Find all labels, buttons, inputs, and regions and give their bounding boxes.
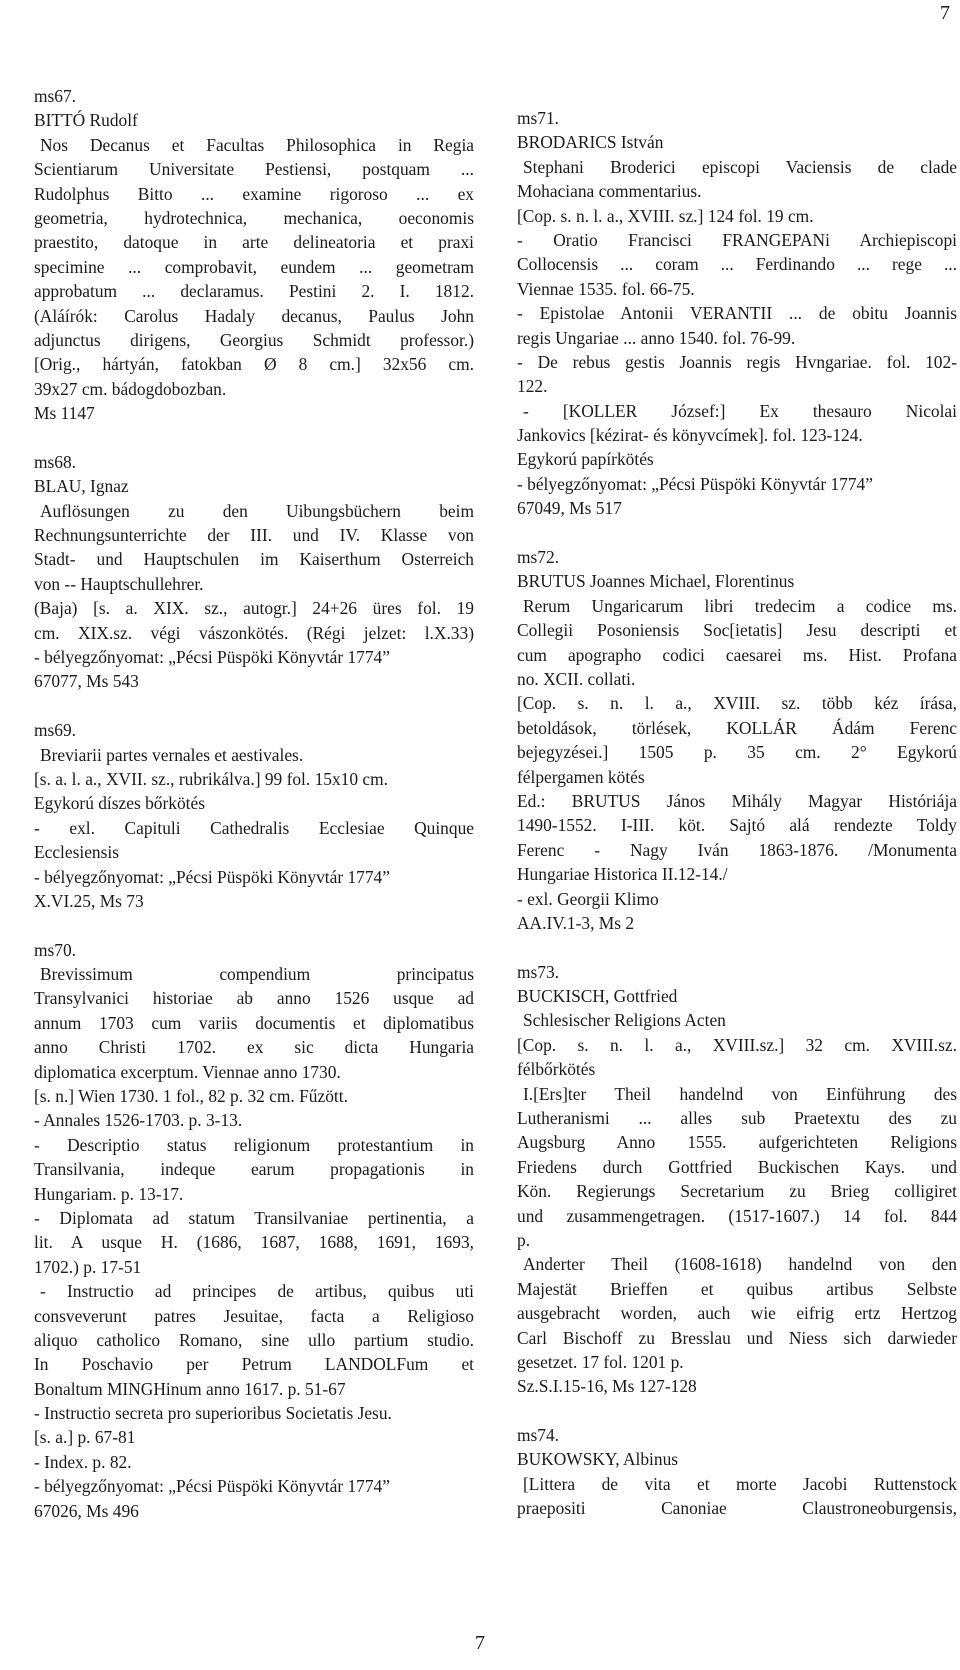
right-text-line: Sz.S.I.15-16, Ms 127-128: [517, 1376, 697, 1397]
left-text-line: ms68.: [34, 451, 77, 472]
right-text-line: - Epistolae Antonii VERANTII ... de obitu Joannis: [517, 303, 957, 324]
right-text-line: Friedens durch Gottfried Buckischen Kays. und: [517, 1156, 957, 1177]
blank-line: [517, 935, 957, 959]
left-text-line: Egykorú díszes bőrkötés: [34, 793, 205, 814]
left-text-line: ms67.: [34, 86, 77, 106]
left-text-line: 67026, Ms 496: [34, 1500, 139, 1521]
left-text-line: 67077, Ms 543: [34, 671, 139, 692]
right-text-line: Anderter Theil (1608-1618) handelnd von den: [523, 1254, 957, 1275]
right-text-line: ms73.: [517, 961, 560, 982]
page-number-top: 7: [940, 2, 950, 24]
left-text-line: Ecclesiensis: [34, 842, 119, 863]
left-text-line: - Diplomata ad statum Transilvaniae pertinentia, a: [34, 1207, 474, 1228]
left-text-line: approbatum ... declaramus. Pestini 2. I. 1812.: [34, 281, 474, 302]
left-text-line: von -- Hauptschullehrer.: [34, 573, 204, 594]
right-text-line: [Littera de vita et morte Jacobi Ruttenstock: [523, 1473, 957, 1494]
right-text-line: Viennae 1535. fol. 66-75.: [517, 278, 695, 299]
right-text-line: bejegyzései.] 1505 p. 35 cm. 2° Egykorú: [517, 742, 957, 763]
left-text-line: Brevissimum compendium principatus: [40, 964, 474, 985]
right-text-line: Hungariae Historica II.12-14./: [517, 864, 728, 885]
left-text-line: ms70.: [34, 939, 77, 960]
right-text-line: - Oratio Francisci FRANGEPANi Archiepiscopi: [517, 229, 957, 250]
right-text-line: BRODARICS István: [517, 132, 664, 153]
right-text-line: und zusammengetragen. (1517-1607.) 14 fol. 844: [517, 1205, 957, 1226]
left-text-line: cm. XIX.sz. végi vászonkötés. (Régi jelzet: l.X.33): [34, 622, 474, 643]
left-text-line: anno Christi 1702. ex sic dicta Hungaria: [34, 1037, 474, 1058]
right-text-line: félpergamen kötés: [517, 766, 645, 787]
left-text-line: annum 1703 cum variis documentis et diplomatibus: [34, 1012, 474, 1033]
right-text-line: I.[Ers]ter Theil handelnd von Einführung des: [523, 1083, 957, 1104]
right-text-line: Ed.: BRUTUS János Mihály Magyar Históriája: [517, 790, 957, 811]
left-text-line: Stadt- und Hauptschulen im Kaiserthum Osterreich: [34, 549, 474, 570]
right-column: [517, 106, 957, 1521]
left-text-line: BITTÓ Rudolf: [34, 110, 138, 131]
blank-line: [34, 913, 474, 937]
left-text-line: (Baja) [s. a. XIX. sz., autogr.] 24+26 üres fol. 19: [34, 598, 474, 619]
right-text-line: praepositi Canoniae Claustroneoburgensis,: [517, 1498, 957, 1519]
right-text-line: Mohaciana commentarius.: [517, 181, 702, 202]
left-text-line: 1702.) p. 17-51: [34, 1256, 142, 1277]
left-text-line: - bélyegzőnyomat: „Pécsi Püspöki Könyvtár 1774”: [34, 646, 390, 667]
right-text-line: Collegii Posoniensis Soc[ietatis] Jesu descripti et: [517, 620, 957, 641]
right-text-line: AA.IV.1-3, Ms 2: [517, 912, 635, 933]
blank-line: [517, 1399, 957, 1423]
right-text-line: BUKOWSKY, Albinus: [517, 1449, 679, 1470]
right-text-line: p.: [517, 1229, 531, 1250]
left-text-line: ms69.: [34, 720, 77, 741]
left-text-line: Bonaltum MINGHinum anno 1617. p. 51-67: [34, 1378, 346, 1399]
right-text-line: [Cop. s. n. l. a., XVIII. sz.] 124 fol. 19 cm.: [517, 205, 814, 226]
blank-line: [517, 521, 957, 545]
blank-line: [34, 694, 474, 718]
left-text-line: Transilvania, indeque earum propagationis in: [34, 1159, 474, 1180]
right-text-line: Stephani Broderici episcopi Vaciensis de clade: [523, 156, 957, 177]
left-text-line: [s. a.] p. 67-81: [34, 1427, 136, 1448]
right-text-line: Collocensis ... coram ... Ferdinando ... rege ...: [517, 254, 957, 275]
left-text-line: - exl. Capituli Cathedralis Ecclesiae Quinque: [34, 817, 474, 838]
left-text-line: diplomatica excerptum. Viennae anno 1730.: [34, 1061, 341, 1082]
right-text-line: Ferenc - Nagy Iván 1863-1876. /Monumenta: [517, 839, 957, 860]
right-text-line: ms74.: [517, 1425, 560, 1446]
left-column: [34, 84, 474, 1523]
left-text-line: Hungariam. p. 13-17.: [34, 1183, 184, 1204]
blank-line: [34, 425, 474, 449]
right-text-line: Egykorú papírkötés: [517, 449, 654, 470]
right-text-line: 1490-1552. I-III. köt. Sajtó alá rendezte Toldy: [517, 815, 957, 836]
right-text-line: Kön. Regierungs Secretarium zu Brieg colligiret: [517, 1181, 957, 1202]
right-text-line: Schlesischer Religions Acten: [523, 1010, 726, 1031]
left-text-line: X.VI.25, Ms 73: [34, 890, 144, 911]
left-text-line: specimine ... comprobavit, eundem ... geometram: [34, 256, 474, 277]
right-text-line: ms71.: [517, 108, 560, 128]
left-text-line: Rudolphus Bitto ... examine rigoroso ... ex: [34, 183, 474, 204]
right-text-line: Augsburg Anno 1555. aufgerichteten Religions: [517, 1132, 957, 1153]
left-text-line: - Annales 1526-1703. p. 3-13.: [34, 1110, 243, 1131]
left-text-line: geometria, hydrotechnica, mechanica, oeconomis: [34, 207, 474, 228]
right-text-line: - bélyegzőnyomat: „Pécsi Püspöki Könyvtár 1774”: [517, 473, 873, 494]
left-text-line: - Descriptio status religionum protestantium in: [34, 1134, 474, 1155]
right-text-line: [Cop. s. n. l. a., XVIII.sz.] 32 cm. XVIII.sz.: [517, 1034, 957, 1055]
right-text-line: - De rebus gestis Joannis regis Hvngariae. fol. 102-: [517, 351, 957, 372]
right-text-line: Jankovics [kézirat- és könyvcímek]. fol. 123-124.: [517, 425, 863, 446]
left-text-line: (Aláírók: Carolus Hadaly decanus, Paulus John: [34, 305, 474, 326]
right-text-line: Majestät Brieffen et quibus artibus Selbste: [517, 1278, 957, 1299]
left-text-line: [s. n.] Wien 1730. 1 fol., 82 p. 32 cm. Fűzött.: [34, 1086, 348, 1107]
right-text-line: BUCKISCH, Gottfried: [517, 986, 678, 1007]
left-text-line: - bélyegzőnyomat: „Pécsi Püspöki Könyvtár 1774”: [34, 866, 390, 887]
left-text-line: Scientiarum Universitate Pestiensi, postquam ...: [34, 159, 474, 180]
left-text-line: Transylvanici historiae ab anno 1526 usque ad: [34, 988, 474, 1009]
left-text-line: Breviarii partes vernales et aestivales.: [40, 744, 304, 765]
right-text-line: - exl. Georgii Klimo: [517, 888, 659, 909]
left-text-line: In Poschavio per Petrum LANDOLFum et: [34, 1354, 474, 1375]
right-text-line: no. XCII. collati.: [517, 668, 636, 689]
left-text-line: Ms 1147: [34, 403, 95, 424]
left-text-line: BLAU, Ignaz: [34, 476, 129, 497]
right-text-line: Carl Bischoff zu Bresslau und Niess sich darwieder: [517, 1327, 957, 1348]
left-text-line: consveverunt patres Jesuitae, facta a Religioso: [34, 1305, 474, 1326]
right-text-line: [Cop. s. n. l. a., XVIII. sz. több kéz írása,: [517, 693, 957, 714]
left-text-line: [Orig., hártyán, fatokban Ø 8 cm.] 32x56 cm.: [34, 354, 474, 375]
left-text-line: [s. a. l. a., XVII. sz., rubrikálva.] 99 fol. 15x10 cm.: [34, 768, 389, 789]
right-text-line: regis Ungariae ... anno 1540. fol. 76-99.: [517, 327, 796, 348]
left-text-line: - Index. p. 82.: [34, 1451, 132, 1472]
left-text-line: lit. A usque H. (1686, 1687, 1688, 1691, 1693,: [34, 1232, 474, 1253]
right-text-line: ausgebracht worden, auch wie eifrig ertz Hertzog: [517, 1303, 957, 1324]
right-text-line: 67049, Ms 517: [517, 498, 622, 519]
left-text-line: praestito, datoque in arte delineatoria et praxi: [34, 232, 474, 253]
left-text-line: - bélyegzőnyomat: „Pécsi Püspöki Könyvtár 1774”: [34, 1476, 390, 1497]
left-text-line: Auflösungen zu den Uibungsbüchern beim: [40, 500, 474, 521]
left-text-line: aliquo catholico Romano, sine ullo partium studio.: [34, 1329, 474, 1350]
right-text-line: félbőrkötés: [517, 1059, 596, 1080]
right-text-line: - [KOLLER József:] Ex thesauro Nicolai: [523, 400, 957, 421]
right-text-line: Rerum Ungaricarum libri tredecim a codice ms.: [523, 595, 957, 616]
right-text-line: gesetzet. 17 fol. 1201 p.: [517, 1351, 684, 1372]
right-text-line: 122.: [517, 376, 548, 397]
left-text-line: - Instructio ad principes de artibus, quibus uti: [40, 1281, 474, 1302]
right-text-line: ms72.: [517, 547, 560, 568]
left-text-line: Nos Decanus et Facultas Philosophica in Regia: [40, 134, 474, 155]
right-text-line: cum apographo codici caesarei ms. Hist. Profana: [517, 644, 957, 665]
page-number-bottom: 7: [475, 1632, 485, 1654]
left-text-line: 39x27 cm. bádogdobozban.: [34, 378, 227, 399]
right-text-line: betoldások, törlések, KOLLÁR Ádám Ferenc: [517, 717, 957, 738]
right-text-line: BRUTUS Joannes Michael, Florentinus: [517, 571, 795, 592]
left-text-line: - Instructio secreta pro superioribus Societatis Jesu.: [34, 1403, 392, 1424]
left-text-line: adjunctus dirigens, Georgius Schmidt professor.): [34, 329, 474, 350]
right-text-line: Lutheranismi ... alles sub Praetextu des zu: [517, 1108, 957, 1129]
left-text-line: Rechnungsunterrichte der III. und IV. Klasse von: [34, 525, 474, 546]
